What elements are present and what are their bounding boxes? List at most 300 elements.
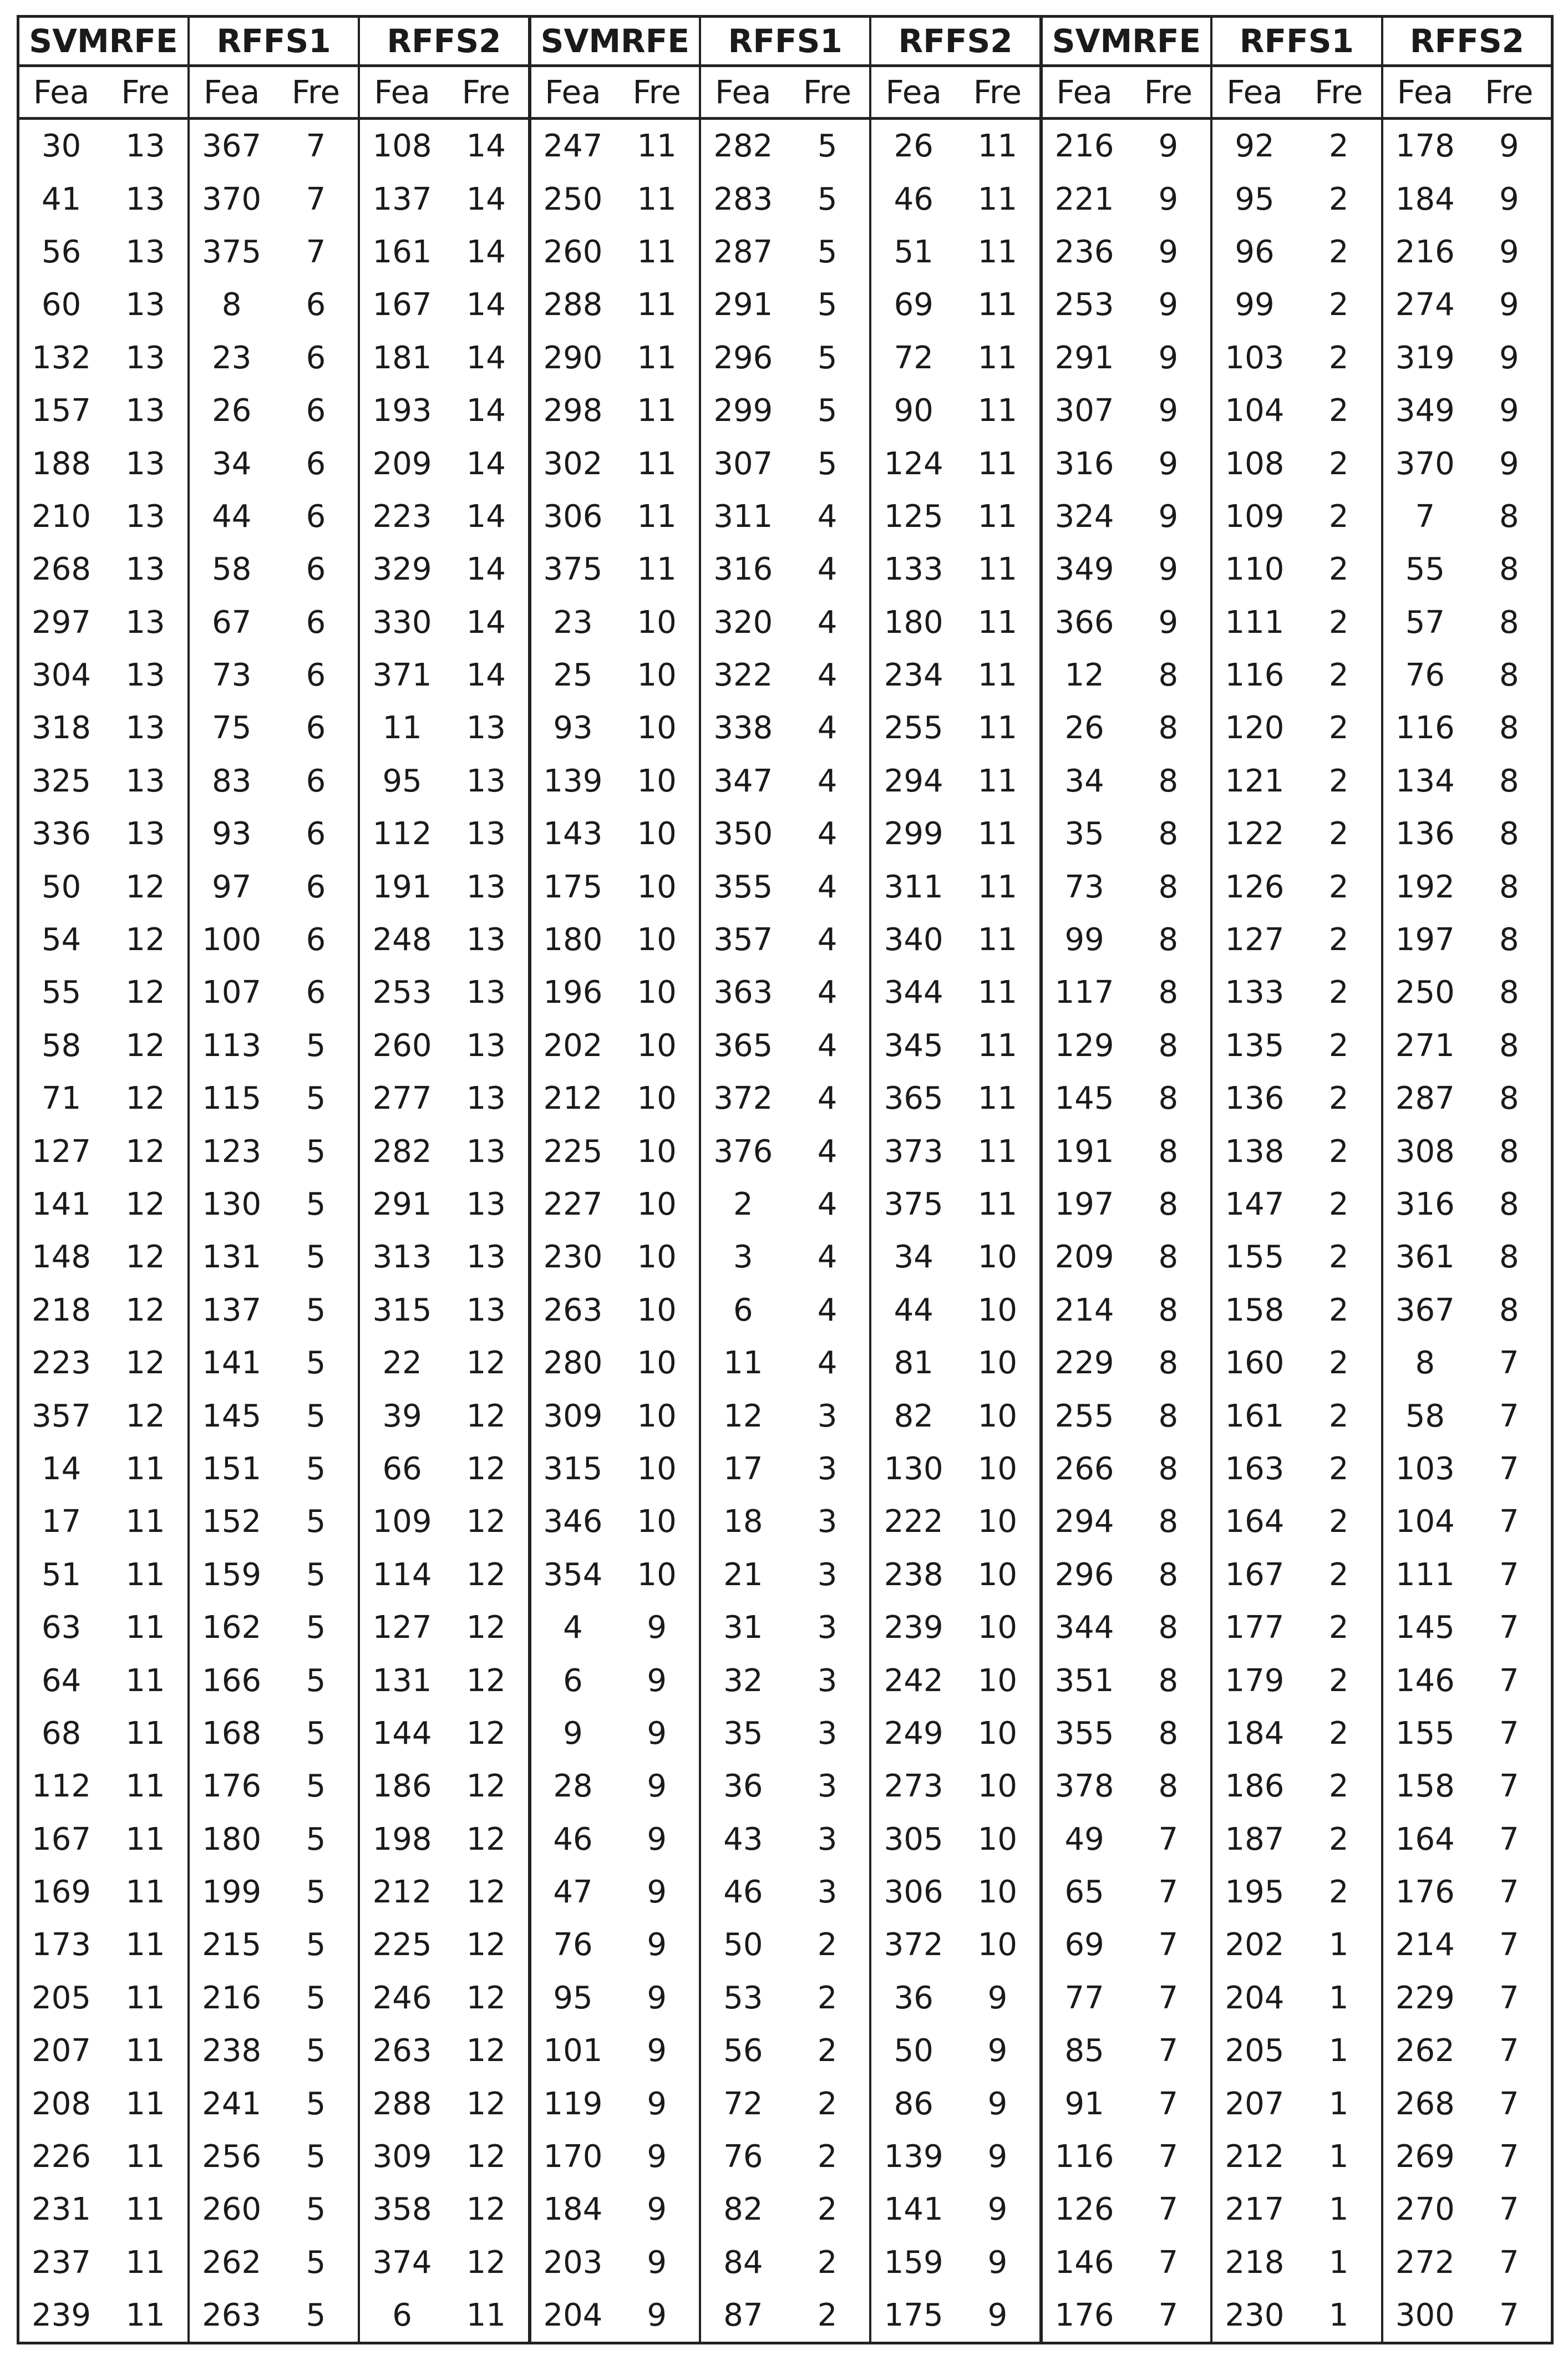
method-header: SVMRFE [530,17,700,66]
frequency-cell: 10 [637,1133,677,1170]
feature-cell: 39 [359,1389,444,1442]
frequency-cell: 5 [817,393,838,429]
frequency-cell: 3 [817,1662,838,1699]
feature-cell: 117 [1041,966,1126,1019]
feature-cell: 266 [1041,1443,1126,1495]
feature-cell: 184 [1211,1707,1297,1760]
feature-cell: 36 [870,1972,956,2024]
feature-cell: 25 [530,649,615,702]
feature-cell: 250 [530,172,615,225]
frequency-cell: 2 [1328,1662,1349,1699]
feature-cell: 41 [41,181,82,217]
feature-cell: 270 [1382,2183,1468,2236]
feature-cell: 209 [1041,1231,1126,1283]
feature-cell: 93 [189,808,274,860]
frequency-cell: 9 [987,2191,1008,2228]
feature-cell: 111 [1211,596,1297,649]
feature-cell: 351 [1041,1654,1126,1707]
feature-cell: 109 [359,1495,444,1548]
feature-cell: 167 [1211,1549,1297,1601]
feature-cell: 313 [359,1231,444,1283]
feature-cell: 65 [1041,1866,1126,1918]
frequency-cell: 10 [977,1504,1018,1540]
frequency-cell: 2 [817,2297,838,2334]
feature-cell: 229 [1382,1972,1468,2024]
frequency-cell: 2 [1328,234,1349,270]
frequency-cell: 14 [466,287,506,323]
frequency-cell: 10 [637,1450,677,1487]
table-row [18,1495,1552,1548]
feature-cell: 238 [870,1549,956,1601]
frequency-cell: 1 [1328,2085,1349,2122]
frequency-cell: 10 [637,1027,677,1064]
frequency-cell: 10 [637,975,677,1011]
frequency-cell: 13 [125,128,165,165]
feature-cell: 280 [530,1337,615,1389]
fre-column-header: Fre [615,66,700,119]
frequency-cell: 11 [977,445,1018,482]
frequency-cell: 6 [306,657,326,694]
frequency-cell: 14 [466,445,506,482]
feature-cell: 363 [700,966,785,1019]
frequency-cell: 2 [1328,1080,1349,1117]
feature-cell: 44 [189,490,274,543]
feature-cell: 14 [41,1450,82,1487]
feature-cell: 338 [700,702,785,754]
feature-cell: 164 [1211,1495,1297,1548]
feature-cell: 248 [359,913,444,966]
feature-cell: 222 [870,1495,956,1548]
frequency-cell: 11 [125,1821,165,1857]
frequency-cell: 10 [977,1821,1018,1857]
feature-cell: 93 [530,702,615,754]
frequency-cell: 12 [466,1980,506,2016]
feature-cell: 7 [1382,490,1468,543]
frequency-cell: 9 [1158,339,1179,376]
frequency-cell: 8 [1158,1027,1179,1064]
feature-cell: 207 [1211,2077,1297,2130]
feature-cell: 272 [1382,2236,1468,2289]
table-row [18,913,1552,966]
feature-cell: 320 [700,596,785,649]
feature-cell: 180 [189,1813,274,1866]
feature-cell: 370 [189,172,274,225]
feature-cell: 50 [41,869,82,905]
feature-cell: 294 [870,755,956,808]
feature-cell: 103 [1382,1443,1468,1495]
feature-cell: 167 [32,1821,92,1857]
feature-cell: 216 [189,1972,274,2024]
feature-cell: 138 [1211,1125,1297,1178]
method-header: SVMRFE [18,17,189,66]
feature-cell: 198 [359,1813,444,1866]
feature-cell: 141 [870,2183,956,2236]
feature-cell: 227 [530,1178,615,1231]
feature-cell: 157 [32,393,92,429]
frequency-cell: 11 [977,657,1018,694]
frequency-cell: 2 [1328,1345,1349,1382]
feature-cell: 291 [1041,332,1126,384]
feature-cell: 309 [359,2130,444,2183]
frequency-cell: 11 [977,975,1018,1011]
frequency-cell: 10 [977,1662,1018,1699]
frequency-cell: 11 [637,393,677,429]
feature-cell: 56 [700,2024,785,2077]
frequency-cell: 9 [1158,445,1179,482]
frequency-cell: 9 [1158,234,1179,270]
feature-cell: 329 [359,543,444,596]
table-row [18,1178,1552,1231]
feature-cell: 69 [1041,1918,1126,1971]
frequency-cell: 13 [466,869,506,905]
feature-cell: 223 [32,1345,92,1382]
method-header: SVMRFE [1041,17,1211,66]
frequency-cell: 7 [1499,2033,1519,2069]
frequency-cell: 7 [1499,1874,1519,1911]
feature-cell: 274 [1382,278,1468,331]
frequency-cell: 11 [466,2297,506,2334]
frequency-cell: 8 [1158,1292,1179,1328]
feature-cell: 186 [359,1760,444,1813]
feature-cell: 146 [1041,2236,1126,2289]
frequency-cell: 7 [1499,1610,1519,1646]
frequency-cell: 4 [817,869,838,905]
feature-cell: 212 [530,1072,615,1125]
frequency-cell: 11 [977,710,1018,747]
frequency-cell: 9 [1158,181,1179,217]
frequency-cell: 2 [817,1980,838,2016]
frequency-cell: 1 [1328,1927,1349,1963]
frequency-cell: 1 [1328,2139,1349,2175]
feature-cell: 162 [189,1601,274,1654]
frequency-cell: 9 [647,2033,667,2069]
frequency-cell: 13 [466,710,506,747]
feature-cell: 2 [700,1178,785,1231]
frequency-cell: 8 [1499,1186,1519,1222]
frequency-cell: 5 [306,1239,326,1276]
feature-cell: 36 [700,1760,785,1813]
feature-cell: 132 [32,339,92,376]
feature-cell: 375 [189,226,274,278]
feature-cell: 131 [359,1654,444,1707]
frequency-cell: 14 [466,498,506,535]
frequency-cell: 5 [306,1504,326,1540]
feature-cell: 145 [1382,1601,1468,1654]
frequency-cell: 11 [125,2085,165,2122]
frequency-cell: 12 [466,2033,506,2069]
feature-cell: 262 [189,2236,274,2289]
frequency-cell: 13 [125,287,165,323]
frequency-cell: 13 [125,498,165,535]
feature-cell: 139 [870,2130,956,2183]
frequency-cell: 8 [1499,1080,1519,1117]
feature-cell: 137 [359,172,444,225]
feature-cell: 26 [189,384,274,437]
frequency-cell: 8 [1158,1133,1179,1170]
frequency-cell: 9 [1499,393,1519,429]
feature-cell: 67 [189,596,274,649]
feature-cell: 141 [32,1186,92,1222]
feature-cell: 155 [1211,1231,1297,1283]
feature-cell: 11 [359,702,444,754]
feature-cell: 147 [1211,1178,1297,1231]
frequency-cell: 10 [637,1239,677,1276]
feature-cell: 316 [1041,437,1126,490]
feature-cell: 12 [1041,649,1126,702]
feature-cell: 49 [1041,1813,1126,1866]
fea-column-header: Fea [189,66,274,119]
feature-cell: 155 [1382,1707,1468,1760]
frequency-cell: 8 [1499,1292,1519,1328]
frequency-cell: 13 [125,445,165,482]
frequency-cell: 9 [647,1874,667,1911]
table-row [18,1337,1552,1389]
frequency-cell: 8 [1158,763,1179,799]
frequency-cell: 8 [1158,1345,1179,1382]
feature-cell: 246 [359,1972,444,2024]
frequency-cell: 12 [125,922,165,958]
frequency-cell: 8 [1158,1768,1179,1805]
feature-cell: 226 [32,2139,92,2175]
feature-cell: 50 [700,1918,785,1971]
feature-cell: 56 [41,234,82,270]
frequency-cell: 12 [466,1662,506,1699]
table-row [18,2130,1552,2183]
frequency-cell: 7 [1158,2297,1179,2334]
frequency-cell: 11 [125,1610,165,1646]
feature-cell: 76 [1382,649,1468,702]
frequency-cell: 9 [1158,393,1179,429]
frequency-cell: 8 [1158,1610,1179,1646]
frequency-cell: 5 [306,1027,326,1064]
frequency-cell: 12 [466,1556,506,1593]
table-row [18,1284,1552,1337]
frequency-cell: 8 [1499,763,1519,799]
feature-cell: 148 [32,1239,92,1276]
table-row [18,543,1552,596]
column-header-row [18,66,1552,119]
feature-cell: 346 [530,1495,615,1548]
frequency-cell: 10 [637,1292,677,1328]
feature-cell: 152 [189,1495,274,1548]
frequency-cell: 10 [977,1292,1018,1328]
frequency-cell: 8 [1499,657,1519,694]
feature-cell: 216 [1382,226,1468,278]
feature-cell: 11 [700,1337,785,1389]
feature-cell: 305 [870,1813,956,1866]
frequency-cell: 4 [817,604,838,641]
frequency-cell: 6 [306,498,326,535]
feature-cell: 57 [1382,596,1468,649]
method-header-row [18,17,1552,66]
feature-cell: 215 [189,1918,274,1971]
frequency-cell: 5 [306,1080,326,1117]
feature-cell: 115 [189,1072,274,1125]
feature-cell: 51 [870,226,956,278]
feature-cell: 90 [870,384,956,437]
feature-cell: 109 [1211,490,1297,543]
feature-cell: 18 [700,1495,785,1548]
feature-cell: 345 [870,1019,956,1072]
feature-cell: 129 [1041,1019,1126,1072]
frequency-cell: 2 [1328,1133,1349,1170]
table-row [18,1813,1552,1866]
table-row [18,226,1552,278]
feature-cell: 223 [359,490,444,543]
feature-cell: 99 [1041,913,1126,966]
feature-cell: 116 [1382,702,1468,754]
fre-column-header: Fre [103,66,189,119]
frequency-cell: 12 [466,1504,506,1540]
frequency-cell: 7 [1158,2191,1179,2228]
feature-cell: 76 [530,1918,615,1971]
frequency-cell: 13 [125,710,165,747]
frequency-cell: 13 [466,1027,506,1064]
frequency-cell: 6 [306,551,326,588]
feature-cell: 101 [530,2024,615,2077]
frequency-cell: 8 [1158,1504,1179,1540]
fea-column-header: Fea [1382,66,1468,119]
frequency-cell: 8 [1499,551,1519,588]
feature-cell: 30 [41,128,82,165]
feature-cell: 168 [189,1707,274,1760]
frequency-cell: 11 [977,339,1018,376]
frequency-cell: 2 [817,1927,838,1963]
feature-cell: 230 [1211,2289,1297,2343]
feature-cell: 214 [1382,1918,1468,1971]
feature-cell: 69 [870,278,956,331]
frequency-cell: 11 [637,445,677,482]
table-row [18,1972,1552,2024]
feature-cell: 311 [700,490,785,543]
feature-cell: 283 [700,172,785,225]
feature-cell: 136 [1211,1072,1297,1125]
frequency-cell: 4 [817,551,838,588]
feature-cell: 107 [189,966,274,1019]
table-row [18,755,1552,808]
table-row [18,384,1552,437]
frequency-cell: 12 [125,1345,165,1382]
frequency-cell: 6 [306,339,326,376]
frequency-cell: 9 [987,2297,1008,2334]
frequency-cell: 10 [977,1239,1018,1276]
fre-column-header: Fre [956,66,1041,119]
frequency-cell: 9 [647,2191,667,2228]
feature-cell: 288 [530,278,615,331]
frequency-cell: 2 [1328,445,1349,482]
feature-cell: 316 [700,543,785,596]
frequency-cell: 8 [1158,1186,1179,1222]
frequency-cell: 9 [647,1715,667,1752]
frequency-cell: 11 [125,2297,165,2334]
frequency-cell: 5 [817,181,838,217]
frequency-cell: 2 [1328,128,1349,165]
frequency-cell: 13 [466,922,506,958]
fea-column-header: Fea [700,66,785,119]
frequency-cell: 11 [637,128,677,165]
feature-cell: 95 [359,755,444,808]
feature-cell: 324 [1041,490,1126,543]
feature-cell: 347 [700,755,785,808]
frequency-cell: 9 [1158,128,1179,165]
feature-cell: 330 [359,596,444,649]
feature-cell: 195 [1211,1866,1297,1918]
feature-cell: 277 [359,1072,444,1125]
frequency-cell: 10 [637,1556,677,1593]
frequency-cell: 12 [125,869,165,905]
feature-cell: 163 [1211,1443,1297,1495]
feature-cell: 344 [870,966,956,1019]
table-row [18,2289,1552,2343]
feature-cell: 322 [700,649,785,702]
frequency-cell: 5 [306,1768,326,1805]
feature-cell: 255 [870,702,956,754]
frequency-cell: 3 [817,1821,838,1857]
frequency-cell: 9 [1499,445,1519,482]
frequency-cell: 7 [1499,1715,1519,1752]
frequency-cell: 2 [1328,816,1349,852]
feature-cell: 169 [32,1874,92,1911]
feature-cell: 103 [1211,332,1297,384]
feature-cell: 218 [1211,2236,1297,2289]
feature-cell: 158 [1211,1284,1297,1337]
feature-cell: 72 [870,332,956,384]
frequency-cell: 12 [125,975,165,1011]
feature-cell: 32 [700,1654,785,1707]
frequency-cell: 2 [1328,1239,1349,1276]
feature-cell: 6 [359,2289,444,2343]
frequency-cell: 14 [466,657,506,694]
frequency-cell: 13 [125,339,165,376]
feature-cell: 133 [1211,966,1297,1019]
frequency-cell: 7 [1158,1874,1179,1911]
frequency-cell: 2 [1328,1292,1349,1328]
feature-cell: 166 [189,1654,274,1707]
frequency-cell: 4 [817,975,838,1011]
frequency-cell: 10 [637,1504,677,1540]
feature-cell: 134 [1382,755,1468,808]
frequency-cell: 11 [125,1504,165,1540]
feature-cell: 187 [1211,1813,1297,1866]
feature-cell: 184 [1382,172,1468,225]
frequency-cell: 9 [1499,234,1519,270]
frequency-cell: 11 [637,181,677,217]
frequency-cell: 12 [466,1450,506,1487]
frequency-cell: 3 [817,1768,838,1805]
feature-cell: 296 [1041,1549,1126,1601]
frequency-cell: 2 [1328,339,1349,376]
feature-cell: 192 [1382,860,1468,913]
table-row [18,332,1552,384]
frequency-cell: 10 [637,869,677,905]
table-row [18,1072,1552,1125]
frequency-cell: 7 [1158,1927,1179,1963]
frequency-cell: 11 [125,1980,165,2016]
frequency-cell: 12 [125,1186,165,1222]
feature-cell: 374 [359,2236,444,2289]
feature-cell: 55 [1382,543,1468,596]
feature-cell: 82 [870,1389,956,1442]
feature-cell: 161 [359,226,444,278]
feature-cell: 316 [1382,1178,1468,1231]
feature-cell: 263 [359,2024,444,2077]
feature-cell: 34 [189,437,274,490]
frequency-cell: 4 [817,657,838,694]
frequency-cell: 11 [977,869,1018,905]
frequency-cell: 14 [466,128,506,165]
feature-cell: 325 [32,763,92,799]
frequency-cell: 13 [125,393,165,429]
